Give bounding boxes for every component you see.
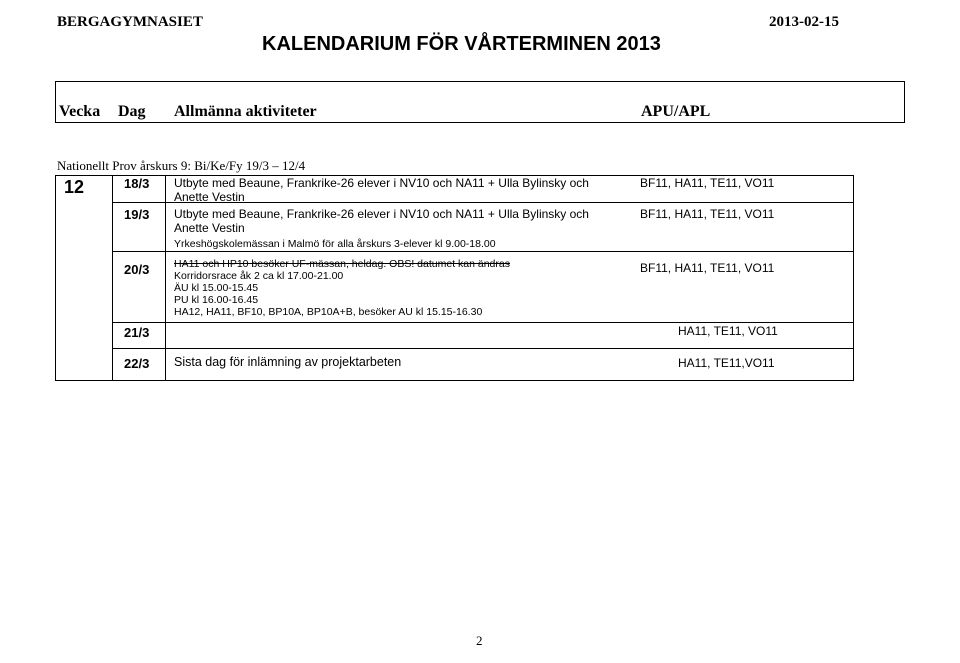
activity-line: Utbyte med Beaune, Frankrike-26 elever i NV10 och NA11 + Ulla Bylinsky och (174, 207, 589, 221)
apu-classes: BF11, HA11, TE11, VO11 (640, 176, 775, 190)
table-row (174, 207, 589, 250)
page-number: 2 (476, 633, 483, 648)
row-divider (112, 251, 854, 252)
document-date: 2013-02-15 (769, 14, 839, 30)
activity-line-struck: HA11 och HP10 besöker UF-mässan, heldag. OBS! datumet kan ändras (174, 258, 510, 270)
column-header-week: Vecka (59, 103, 101, 120)
apu-classes: HA11, TE11,VO11 (678, 356, 775, 370)
activity-line: HA12, HA11, BF10, BP10A, BP10A+B, besöker AU kl 15.15-16.30 (174, 306, 483, 318)
page-title: KALENDARIUM FÖR VÅRTERMINEN 2013 (262, 33, 661, 55)
activity-line: Sista dag för inlämning av projektarbeten (174, 355, 402, 369)
national-test-note: Nationellt Prov årskurs 9: Bi/Ke/Fy 19/3 – 12/4 (57, 158, 306, 173)
apu-classes: BF11, HA11, TE11, VO11 (640, 261, 775, 275)
apu-classes: HA11, TE11, VO11 (678, 324, 778, 338)
row-divider (112, 322, 854, 323)
column-header-day: Dag (118, 103, 146, 120)
divider-right (853, 175, 854, 381)
divider-description (165, 175, 166, 381)
table-row (174, 355, 401, 369)
day-label: 18/3 (124, 176, 150, 191)
row-divider (112, 348, 854, 349)
activity-line: Yrkeshögskolemässan i Malmö för alla årskurs 3-elever kl 9.00-18.00 (174, 238, 496, 250)
column-header-general-activities: Allmänna aktiviteter (174, 103, 317, 120)
day-label: 20/3 (124, 262, 150, 277)
column-header-apu-apl: APU/APL (641, 103, 711, 120)
activity-line: Anette Vestin (174, 190, 245, 204)
activity-line: Korridorsrace åk 2 ca kl 17.00-21.00 (174, 270, 344, 282)
divider-day (112, 175, 113, 381)
activity-line: PU kl 16.00-16.45 (174, 294, 259, 306)
apu-classes: BF11, HA11, TE11, VO11 (640, 207, 775, 221)
activity-line: Anette Vestin (174, 221, 245, 235)
column-header-box (55, 81, 905, 123)
activity-line: ÄU kl 15.00-15.45 (174, 282, 259, 294)
table-row (174, 258, 510, 318)
table-row (174, 176, 589, 204)
activity-line: Utbyte med Beaune, Frankrike-26 elever i NV10 och NA11 + Ulla Bylinsky och (174, 176, 589, 190)
day-label: 21/3 (124, 325, 150, 340)
week-number: 12 (64, 177, 85, 197)
day-label: 19/3 (124, 207, 150, 222)
day-label: 22/3 (124, 356, 150, 371)
school-name: BERGAGYMNASIET (57, 14, 203, 30)
